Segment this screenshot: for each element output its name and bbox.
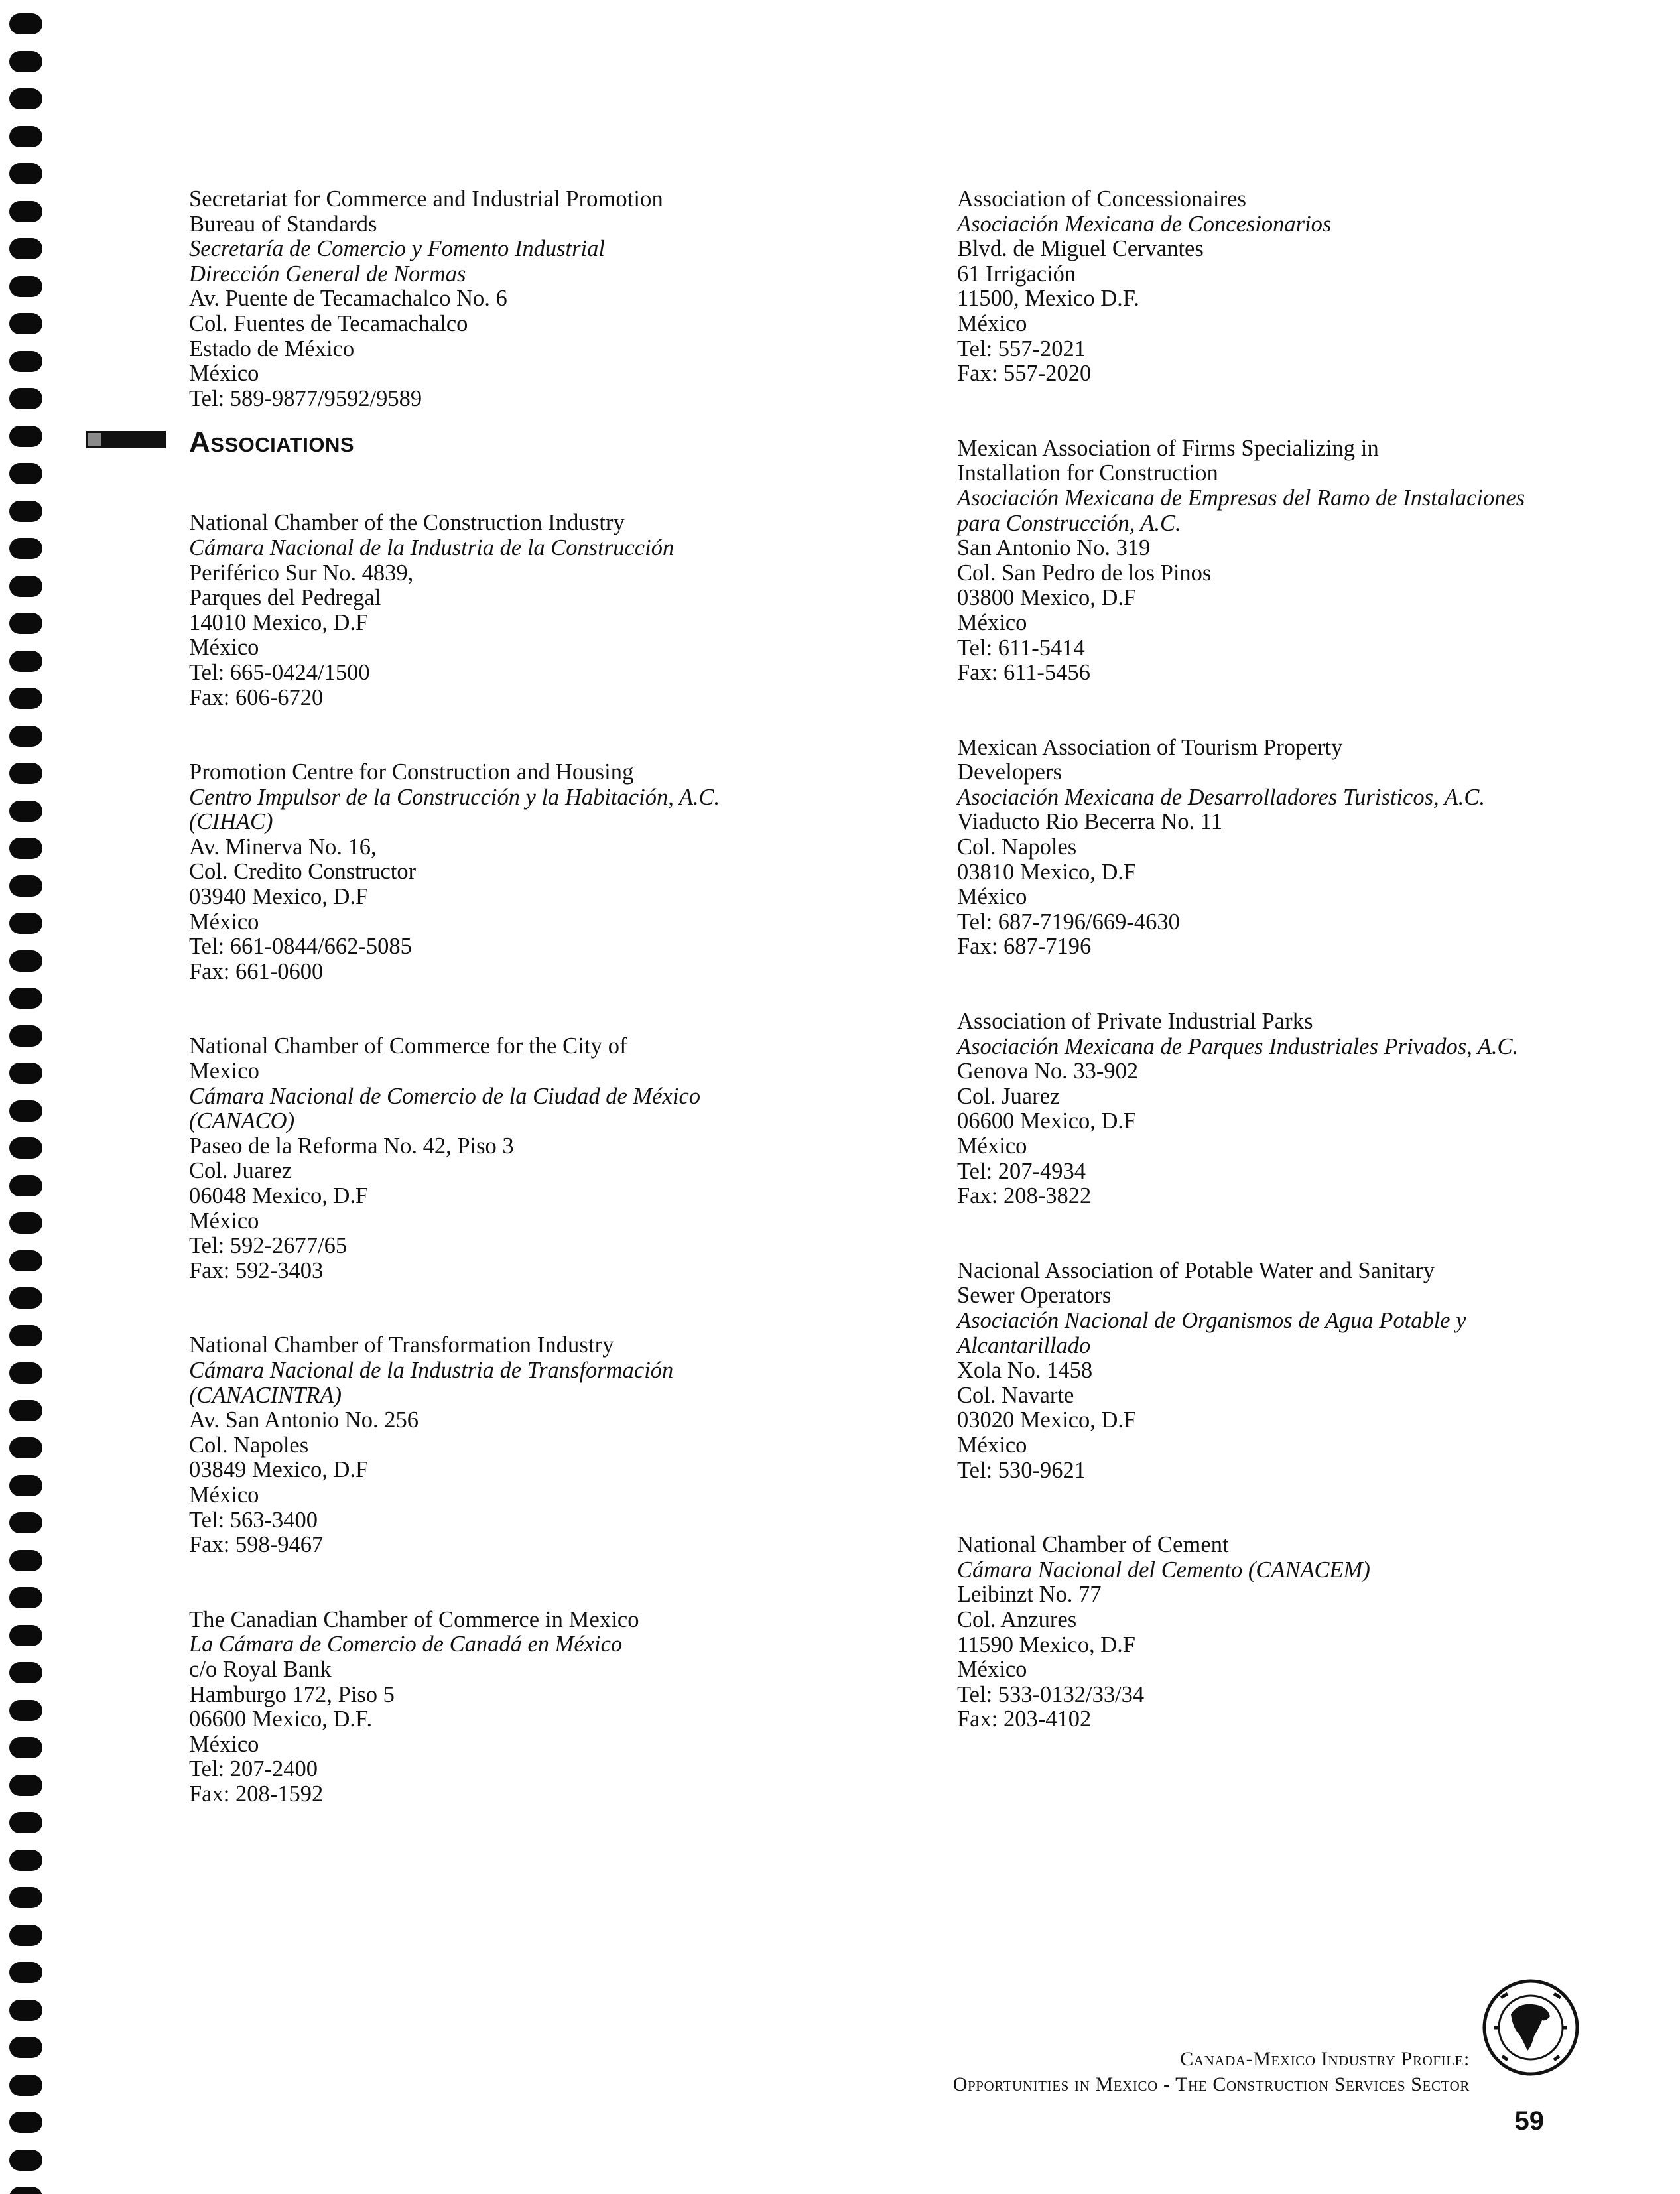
binding-hole (9, 538, 42, 559)
binding-hole (9, 726, 42, 747)
organization-name: Secretariat for Commerce and Industrial Promotion (189, 186, 663, 212)
organization-name: National Chamber of Cement (957, 1532, 1229, 1558)
right-column (957, 187, 1620, 1732)
directory-entry (957, 436, 1620, 686)
address-line: México (189, 635, 259, 661)
address-line: 03810 Mexico, D.F (957, 859, 1137, 885)
binding-hole (9, 913, 42, 934)
binding-hole (9, 1437, 42, 1458)
organization-name: National Chamber of Transformation Industry (189, 1332, 614, 1358)
directory-entry (189, 1608, 852, 1807)
binding-hole (9, 1362, 42, 1384)
binding-hole (9, 1700, 42, 1721)
spanish-name: Centro Impulsor de la Construcción y la Habitación, A.C. (189, 784, 720, 810)
directory-entry (189, 760, 852, 984)
binding-hole (9, 1962, 42, 1983)
address-line: Paseo de la Reforma No. 42, Piso 3 (189, 1133, 514, 1159)
address-line: Fax: 606-6720 (189, 684, 324, 710)
address-line: Col. Credito Constructor (189, 859, 417, 885)
spanish-name: Cámara Nacional de la Industria de Transformación (189, 1357, 674, 1383)
binding-hole (9, 351, 42, 372)
organization-name: National Chamber of Commerce for the City of (189, 1033, 627, 1059)
address-line: Tel: 611-5414 (957, 635, 1085, 661)
address-line: México (189, 909, 259, 935)
address-line: Tel: 530-9621 (957, 1457, 1086, 1483)
address-line: Tel: 589-9877/9592/9589 (189, 385, 422, 411)
spanish-name: La Cámara de Comercio de Canadá en México (189, 1632, 623, 1657)
address-line: Tel: 592-2677/65 (189, 1233, 348, 1259)
address-line: México (957, 884, 1027, 910)
binding-hole (9, 613, 42, 634)
address-line: México (957, 610, 1027, 635)
address-line: Fax: 208-1592 (189, 1781, 324, 1807)
binding-hole (9, 950, 42, 972)
address-line: Estado de México (189, 336, 355, 361)
address-line: 14010 Mexico, D.F (189, 610, 369, 635)
left-entries (189, 511, 852, 1807)
binding-hole (9, 1812, 42, 1833)
binding-hole (9, 1512, 42, 1533)
address-line: México (957, 1133, 1027, 1159)
directory-entry (189, 1333, 852, 1557)
binding-hole (9, 463, 42, 484)
address-line: Av. San Antonio No. 256 (189, 1407, 419, 1433)
spanish-name: Dirección General de Normas (189, 261, 466, 287)
address-line: Fax: 611-5456 (957, 660, 1090, 686)
organization-name: Installation for Construction (957, 460, 1218, 486)
binding-hole (9, 1137, 42, 1159)
binding-hole (9, 1737, 42, 1758)
address-line: Parques del Pedregal (189, 585, 381, 611)
organization-name: Association of Concessionaires (957, 186, 1247, 212)
footer-line-1: Canada-Mexico Industry Profile: (1180, 2048, 1470, 2070)
binding-hole (9, 1625, 42, 1646)
binding-hole (9, 1887, 42, 1908)
address-line: Hamburgo 172, Piso 5 (189, 1681, 395, 1707)
organization-name: Mexico (189, 1059, 259, 1084)
binding-hole (9, 1475, 42, 1496)
spanish-name: (CIHAC) (189, 809, 273, 835)
address-line: Tel: 661-0844/662-5085 (189, 934, 412, 960)
spiral-binding-holes (0, 0, 53, 2194)
spanish-name: Asociación Mexicana de Empresas del Ramo de Instalaciones (957, 485, 1525, 511)
organization-name: Promotion Centre for Construction and Housing (189, 759, 634, 785)
organization-name: Nacional Association of Potable Water and Sanitary (957, 1258, 1435, 1283)
binding-hole (9, 763, 42, 784)
binding-hole (9, 801, 42, 822)
address-line: Fax: 687-7196 (957, 934, 1092, 960)
binding-hole (9, 238, 42, 259)
address-line: Fax: 208-3822 (957, 1183, 1092, 1209)
directory-entry (957, 736, 1620, 960)
binding-hole (9, 1850, 42, 1871)
organization-name: Association of Private Industrial Parks (957, 1009, 1313, 1035)
organization-name: National Chamber of the Construction Industry (189, 510, 625, 536)
address-line: México (189, 1731, 259, 1757)
binding-hole (9, 126, 42, 147)
left-entries-top (189, 187, 852, 411)
directory-entry (189, 187, 852, 411)
binding-hole (9, 1175, 42, 1196)
address-line: Fax: 203-4102 (957, 1707, 1092, 1732)
binding-hole (9, 988, 42, 1009)
spanish-name: para Construcción, A.C. (957, 510, 1181, 536)
binding-hole (9, 2150, 42, 2171)
binding-hole (9, 88, 42, 109)
binding-hole (9, 2075, 42, 2096)
binding-hole (9, 426, 42, 447)
address-line: México (957, 1432, 1027, 1458)
address-line: Leibinzt No. 77 (957, 1582, 1102, 1608)
address-line: Tel: 207-4934 (957, 1158, 1086, 1184)
address-line: 61 Irrigación (957, 261, 1076, 287)
binding-hole (9, 276, 42, 297)
footer (953, 2047, 1470, 2097)
directory-entry (957, 1533, 1620, 1732)
directory-entry (189, 1034, 852, 1283)
address-line: México (189, 1208, 259, 1234)
organization-name: Mexican Association of Firms Specializing in (957, 435, 1379, 461)
address-line: Tel: 687-7196/669-4630 (957, 909, 1180, 935)
organization-name: The Canadian Chamber of Commerce in Mexico (189, 1606, 639, 1632)
organization-name: Mexican Association of Tourism Property (957, 734, 1343, 760)
address-line: Fax: 661-0600 (189, 958, 324, 984)
address-line: Col. Napoles (957, 834, 1077, 860)
address-line: Col. Napoles (189, 1432, 309, 1458)
right-entries (957, 187, 1620, 1732)
address-line: Viaducto Rio Becerra No. 11 (957, 809, 1222, 835)
footer-line-2: Opportunities in Mexico - The Construction Services Sector (952, 2073, 1470, 2095)
binding-hole (9, 2187, 42, 2194)
spanish-name: Cámara Nacional de la Industria de la Construcción (189, 535, 675, 560)
directory-entry (957, 187, 1620, 387)
directory-entry (957, 1009, 1620, 1209)
address-line: Col. Fuentes de Tecamachalco (189, 310, 468, 336)
binding-hole (9, 1775, 42, 1796)
binding-hole (9, 875, 42, 897)
binding-hole (9, 313, 42, 334)
address-line: México (957, 1657, 1027, 1683)
binding-hole (9, 1212, 42, 1234)
address-line: 03020 Mexico, D.F (957, 1407, 1137, 1433)
spanish-name: Asociación Mexicana de Concesionarios (957, 211, 1332, 237)
address-line: c/o Royal Bank (189, 1656, 332, 1682)
address-line: Blvd. de Miguel Cervantes (957, 236, 1204, 262)
spanish-name: Cámara Nacional de Comercio de la Ciudad de México (189, 1083, 701, 1109)
spanish-name: Cámara Nacional del Cemento (CANACEM) (957, 1557, 1370, 1582)
organization-name: Bureau of Standards (189, 211, 377, 237)
address-line: Genova No. 33-902 (957, 1059, 1139, 1084)
directory-entry (957, 1259, 1620, 1483)
binding-hole (9, 1100, 42, 1122)
spanish-name: Alcantarillado (957, 1332, 1091, 1358)
address-line: 06048 Mexico, D.F (189, 1183, 369, 1208)
address-line: 06600 Mexico, D.F (957, 1108, 1137, 1134)
section-marker-bar (86, 431, 166, 448)
section-header (189, 411, 852, 511)
address-line: 11500, Mexico D.F. (957, 286, 1139, 312)
left-column (189, 187, 852, 1807)
binding-hole (9, 1325, 42, 1346)
binding-hole (9, 1925, 42, 1946)
spanish-name: Secretaría de Comercio y Fomento Industrial (189, 236, 605, 262)
spanish-name: Asociación Nacional de Organismos de Agua Potable y (957, 1307, 1466, 1333)
address-line: Fax: 557-2020 (957, 361, 1092, 387)
north-america-seal-logo (1481, 1978, 1581, 2077)
binding-hole (9, 51, 42, 72)
address-line: 03800 Mexico, D.F (957, 585, 1137, 611)
address-line: Tel: 665-0424/1500 (189, 659, 370, 685)
binding-hole (9, 201, 42, 222)
binding-hole (9, 2000, 42, 2021)
page-number: 59 (1514, 2106, 1544, 2136)
address-line: Periférico Sur No. 4839, (189, 560, 414, 586)
address-line: 06600 Mexico, D.F. (189, 1707, 373, 1732)
binding-hole (9, 1550, 42, 1571)
binding-hole (9, 1287, 42, 1309)
address-line: Tel: 563-3400 (189, 1507, 318, 1533)
address-line: Tel: 533-0132/33/34 (957, 1681, 1145, 1707)
address-line: 03940 Mexico, D.F (189, 884, 369, 910)
binding-hole (9, 1025, 42, 1047)
address-line: 03849 Mexico, D.F (189, 1457, 369, 1483)
binding-hole (9, 1662, 42, 1683)
directory-entry (189, 511, 852, 710)
binding-hole (9, 688, 42, 709)
address-line: Tel: 207-2400 (189, 1756, 318, 1782)
binding-hole (9, 1400, 42, 1421)
binding-hole (9, 2112, 42, 2133)
binding-hole (9, 388, 42, 409)
address-line: Av. Minerva No. 16, (189, 834, 377, 860)
organization-name: Developers (957, 759, 1063, 785)
binding-hole (9, 2037, 42, 2058)
address-line: Fax: 592-3403 (189, 1258, 324, 1283)
binding-hole (9, 838, 42, 859)
organization-name: Sewer Operators (957, 1283, 1112, 1309)
address-line: México (189, 1482, 259, 1508)
spanish-name: (CANACINTRA) (189, 1382, 342, 1408)
binding-hole (9, 1250, 42, 1271)
address-line: Col. Navarte (957, 1382, 1074, 1408)
binding-hole (9, 13, 42, 34)
binding-hole (9, 501, 42, 522)
address-line: Col. Juarez (189, 1158, 292, 1184)
address-line: Col. San Pedro de los Pinos (957, 560, 1212, 586)
section-title: Associations (189, 426, 355, 459)
binding-hole (9, 1587, 42, 1608)
spanish-name: Asociación Mexicana de Parques Industriales Privados, A.C. (957, 1033, 1519, 1059)
address-line: Av. Puente de Tecamachalco No. 6 (189, 286, 507, 312)
address-line: San Antonio No. 319 (957, 535, 1151, 561)
binding-hole (9, 576, 42, 597)
address-line: Col. Anzures (957, 1606, 1077, 1632)
address-line: Tel: 557-2021 (957, 336, 1086, 361)
binding-hole (9, 651, 42, 672)
spanish-name: Asociación Mexicana de Desarrolladores Turisticos, A.C. (957, 784, 1485, 810)
address-line: Fax: 598-9467 (189, 1532, 324, 1558)
address-line: México (189, 361, 259, 387)
address-line: Col. Juarez (957, 1083, 1061, 1109)
address-line: México (957, 310, 1027, 336)
address-line: 11590 Mexico, D.F (957, 1632, 1135, 1657)
binding-hole (9, 163, 42, 184)
address-line: Xola No. 1458 (957, 1358, 1093, 1384)
binding-hole (9, 1063, 42, 1084)
spanish-name: (CANACO) (189, 1108, 295, 1134)
